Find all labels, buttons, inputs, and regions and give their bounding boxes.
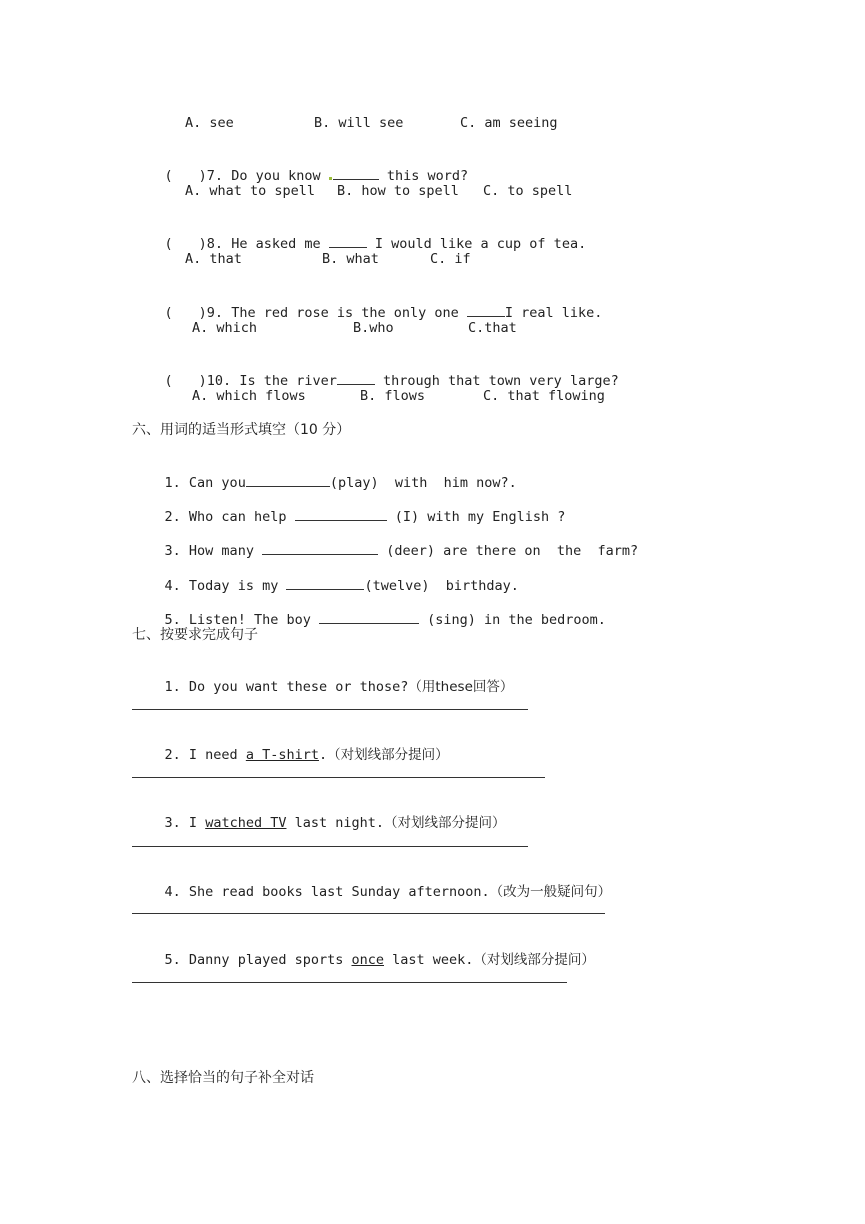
- question-text-pre: He asked me: [231, 236, 329, 252]
- answer-blank[interactable]: [329, 234, 367, 248]
- answer-paren-close: ): [198, 168, 207, 184]
- answer-paren-open: (: [164, 236, 173, 252]
- underlined-part: once: [351, 952, 384, 968]
- q7-option-c: C. to spell: [483, 183, 573, 199]
- item-number: 2.: [164, 747, 181, 763]
- rewrite-item-5: [132, 933, 595, 987]
- item-text: She read books last Sunday afternoon.: [188, 884, 490, 900]
- item-text-post: (deer) are there on the farm?: [378, 543, 639, 559]
- question-text-pre: Do you know: [231, 168, 329, 184]
- answer-blank[interactable]: [295, 507, 387, 521]
- question-text-post: I real like.: [504, 305, 603, 321]
- item-text-post: (I) with my English ?: [386, 509, 566, 525]
- item-number: 4.: [164, 884, 181, 900]
- answer-line[interactable]: [132, 846, 528, 847]
- answer-paren-open: (: [164, 168, 173, 184]
- answer-paren-close: ): [198, 236, 207, 252]
- question-text-post: through that town very large?: [374, 373, 619, 389]
- answer-line[interactable]: [132, 913, 605, 914]
- answer-blank[interactable]: [286, 576, 364, 590]
- answer-paren-open: (: [164, 373, 173, 389]
- question-number: 9.: [206, 305, 224, 321]
- answer-line[interactable]: [132, 777, 545, 778]
- question-text-pre: Is the river: [239, 373, 337, 389]
- q8-option-c: C. if: [430, 251, 471, 267]
- item-instruction: （对划线部分提问）: [473, 952, 595, 968]
- item-text-pre: I need: [188, 747, 246, 763]
- q10-option-c: C. that flowing: [483, 388, 605, 404]
- question-text-post: I would like a cup of tea.: [366, 236, 587, 252]
- q9-option-b: B.who: [353, 320, 394, 336]
- item-instruction: （改为一般疑问句）: [489, 884, 612, 900]
- item-text-pre: Listen! The boy: [188, 612, 319, 628]
- q6-option-a: A. see: [185, 115, 234, 131]
- item-number: 3.: [164, 815, 181, 831]
- item-text: Do you want these or those?: [188, 679, 409, 695]
- q7-option-a: A. what to spell: [185, 183, 316, 199]
- mark-dot: [329, 177, 332, 180]
- q9-option-c: C.that: [468, 320, 517, 336]
- answer-blank[interactable]: [337, 371, 375, 385]
- item-number: 4.: [164, 578, 181, 594]
- answer-blank[interactable]: [246, 473, 330, 487]
- answer-blank[interactable]: [262, 541, 378, 555]
- answer-blank[interactable]: [333, 166, 379, 180]
- underlined-part: a T-shirt: [245, 747, 319, 763]
- item-number: 1.: [164, 679, 181, 695]
- underlined-part: watched TV: [205, 815, 287, 831]
- answer-blank[interactable]: [467, 303, 505, 317]
- rewrite-item-2: [132, 728, 449, 782]
- answer-line[interactable]: [132, 982, 567, 983]
- item-text-post: (sing) in the bedroom.: [418, 612, 606, 628]
- item-text-pre: How many: [188, 543, 263, 559]
- rewrite-item-3: [132, 796, 506, 850]
- section-6-title: 六、用词的适当形式填空（10 分）: [132, 422, 351, 438]
- answer-paren-open: (: [164, 305, 173, 321]
- q7-option-b: B. how to spell: [337, 183, 459, 199]
- question-text-post: this word?: [378, 168, 469, 184]
- q9-option-a: A. which: [192, 320, 258, 336]
- question-number: 10.: [206, 373, 232, 389]
- q10-option-b: B. flows: [360, 388, 426, 404]
- answer-paren-close: ): [198, 305, 207, 321]
- q6-option-c: C. am seeing: [460, 115, 558, 131]
- item-number: 3.: [164, 543, 181, 559]
- q8-option-a: A. that: [185, 251, 242, 267]
- question-number: 7.: [206, 168, 224, 184]
- item-text-post: last week.: [384, 952, 474, 968]
- item-text-pre: Can you: [188, 475, 246, 491]
- item-text-post: (play) with him now?.: [329, 475, 517, 491]
- q6-option-b: B. will see: [314, 115, 404, 131]
- item-text-pre: Today is my: [188, 578, 287, 594]
- section-7-title: 七、按要求完成句子: [132, 627, 258, 643]
- q8-option-b: B. what: [322, 251, 379, 267]
- item-number: 2.: [164, 509, 181, 525]
- section-8-title: 八、选择恰当的句子补全对话: [132, 1070, 314, 1086]
- item-text-pre: I: [188, 815, 206, 831]
- item-text-pre: Danny played sports: [188, 952, 352, 968]
- answer-paren-close: ): [198, 373, 207, 389]
- answer-line[interactable]: [132, 709, 528, 710]
- item-text-post: .: [318, 747, 328, 763]
- rewrite-item-1: [132, 660, 513, 714]
- item-text-post: last night.: [286, 815, 385, 831]
- question-number: 8.: [206, 236, 224, 252]
- item-instruction: （用these回答）: [408, 679, 514, 695]
- rewrite-item-4: [132, 865, 611, 919]
- question-text-pre: The red rose is the only one: [231, 305, 467, 321]
- item-number: 5.: [164, 612, 181, 628]
- item-instruction: （对划线部分提问）: [384, 815, 506, 831]
- item-instruction: （对划线部分提问）: [327, 747, 449, 763]
- item-text-post: (twelve) birthday.: [364, 578, 519, 594]
- item-number: 5.: [164, 952, 181, 968]
- item-text-pre: Who can help: [188, 509, 295, 525]
- q10-option-a: A. which flows: [192, 388, 306, 404]
- item-number: 1.: [164, 475, 181, 491]
- answer-blank[interactable]: [319, 610, 419, 624]
